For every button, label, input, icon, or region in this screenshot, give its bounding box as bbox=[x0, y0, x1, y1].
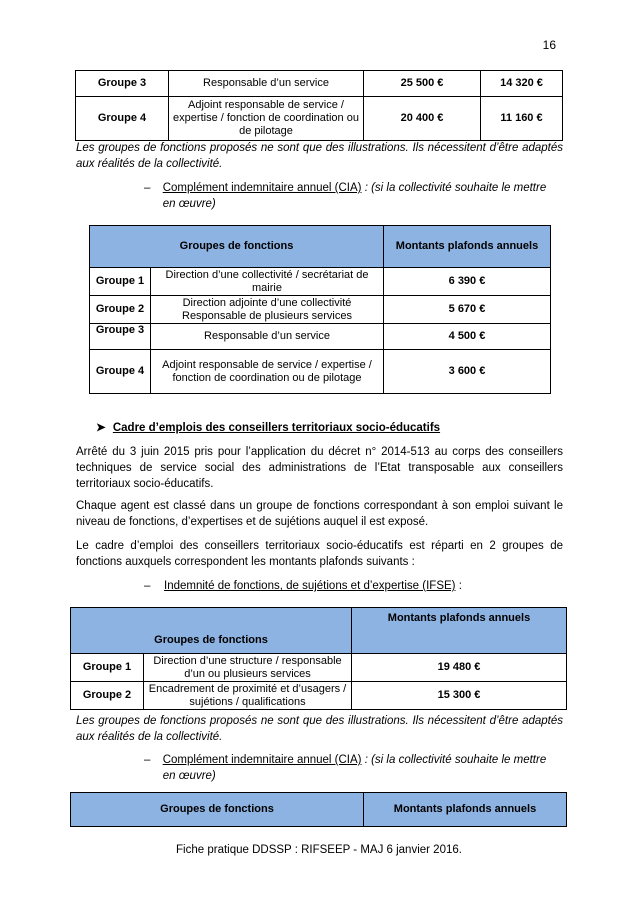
amount-cell: 4 500 € bbox=[384, 324, 551, 350]
table-row bbox=[71, 654, 567, 682]
table-row bbox=[76, 71, 563, 97]
amount-cell: 15 300 € bbox=[352, 682, 567, 710]
cia-table-2 bbox=[70, 792, 567, 827]
amount-cell: 11 160 € bbox=[481, 97, 563, 141]
amount-cell: 20 400 € bbox=[364, 97, 481, 141]
amount-cell: 3 600 € bbox=[384, 350, 551, 394]
cia-bullet bbox=[144, 752, 562, 784]
header-cell: Groupes de fonctions bbox=[71, 608, 352, 654]
group-cell: Groupe 3 bbox=[90, 324, 151, 350]
header-cell: Groupes de fonctions bbox=[71, 793, 364, 827]
arrow-bullet-icon: ➤ bbox=[96, 422, 106, 434]
section-title: Cadre d’emplois des conseillers territoriaux socio-éducatifs bbox=[112, 422, 441, 434]
dash-bullet: – bbox=[144, 580, 151, 592]
dash-bullet: – bbox=[144, 754, 151, 766]
note-text: Les groupes de fonctions proposés ne sont que des illustrations. Ils nécessitent d’être adaptés aux réalités de la collectivité. bbox=[76, 142, 563, 170]
group-cell: Groupe 4 bbox=[90, 350, 151, 394]
cia-heading: Complément indemnitaire annuel (CIA) bbox=[162, 182, 362, 194]
table-header bbox=[71, 608, 567, 654]
paragraph: Arrêté du 3 juin 2015 pris pour l’application du décret n° 2014-513 au corps des conseillers techniques de service social des administrations de l’Etat transposable aux conseillers territoriaux socio-éducatifs. bbox=[76, 446, 563, 490]
table-row bbox=[71, 682, 567, 710]
ifse-table bbox=[70, 607, 567, 710]
group-cell: Groupe 3 bbox=[76, 71, 169, 97]
ifse-table-continued bbox=[75, 70, 563, 141]
group-cell: Groupe 1 bbox=[71, 654, 144, 682]
desc-cell: Direction d’une structure / responsable d’un ou plusieurs services bbox=[144, 654, 352, 682]
table-row bbox=[90, 296, 551, 324]
page-number: 16 bbox=[542, 38, 556, 52]
amount-cell: 6 390 € bbox=[384, 268, 551, 296]
note-text: Les groupes de fonctions proposés ne sont que des illustrations. Ils nécessitent d’être adaptés aux réalités de la collectivité. bbox=[76, 715, 563, 743]
table-row bbox=[76, 97, 563, 141]
desc-cell: Direction d’une collectivité / secrétariat de mairie bbox=[151, 268, 384, 296]
header-cell: Montants plafonds annuels bbox=[384, 226, 551, 268]
table-header bbox=[71, 793, 567, 827]
paragraph: Chaque agent est classé dans un groupe de fonctions correspondant à son emploi suivant le niveau de fonctions, d’expertises et de sujétions auquel il est exposé. bbox=[76, 500, 563, 528]
section-heading bbox=[96, 420, 440, 436]
footer: Fiche pratique DDSSP : RIFSEEP - MAJ 6 janvier 2016. bbox=[176, 844, 462, 856]
group-cell: Groupe 2 bbox=[71, 682, 144, 710]
cia-heading: Complément indemnitaire annuel (CIA) bbox=[162, 754, 362, 766]
table-row bbox=[90, 268, 551, 296]
dash-bullet: – bbox=[144, 182, 151, 194]
amount-cell: 19 480 € bbox=[352, 654, 567, 682]
table-row bbox=[90, 350, 551, 394]
group-cell: Groupe 2 bbox=[90, 296, 151, 324]
amount-cell: 14 320 € bbox=[481, 71, 563, 97]
desc-cell: Encadrement de proximité et d’usagers / sujétions / qualifications bbox=[144, 682, 352, 710]
desc-cell: Responsable d’un service bbox=[151, 324, 384, 350]
table-header bbox=[90, 226, 551, 268]
desc-cell: Adjoint responsable de service / expertise / fonction de coordination ou de pilotage bbox=[151, 350, 384, 394]
cia-note: : (si la collectivité souhaite le mettre en œuvre) bbox=[162, 754, 547, 782]
ifse-bullet bbox=[144, 578, 562, 594]
desc-cell: Direction adjointe d’une collectivité Responsable de plusieurs services bbox=[151, 296, 384, 324]
desc-cell: Adjoint responsable de service / expertise / fonction de coordination ou de pilotage bbox=[169, 97, 364, 141]
desc-cell: Responsable d’un service bbox=[169, 71, 364, 97]
cia-note: : (si la collectivité souhaite le mettre en œuvre) bbox=[162, 182, 547, 210]
table-row bbox=[90, 324, 551, 350]
ifse-heading: Indemnité de fonctions, de sujétions et d’expertise (IFSE) bbox=[164, 580, 456, 592]
group-cell: Groupe 1 bbox=[90, 268, 151, 296]
ifse-colon: : bbox=[455, 580, 462, 592]
group-cell: Groupe 4 bbox=[76, 97, 169, 141]
header-cell: Montants plafonds annuels bbox=[364, 793, 567, 827]
header-cell: Montants plafonds annuels bbox=[352, 608, 567, 654]
cia-table bbox=[89, 225, 551, 394]
cia-bullet bbox=[144, 180, 562, 212]
paragraph: Le cadre d’emploi des conseillers territoriaux socio-éducatifs est réparti en 2 groupes de fonctions auxquels correspondent les montants plafonds suivants : bbox=[76, 540, 563, 568]
amount-cell: 5 670 € bbox=[384, 296, 551, 324]
amount-cell: 25 500 € bbox=[364, 71, 481, 97]
header-cell: Groupes de fonctions bbox=[90, 226, 384, 268]
